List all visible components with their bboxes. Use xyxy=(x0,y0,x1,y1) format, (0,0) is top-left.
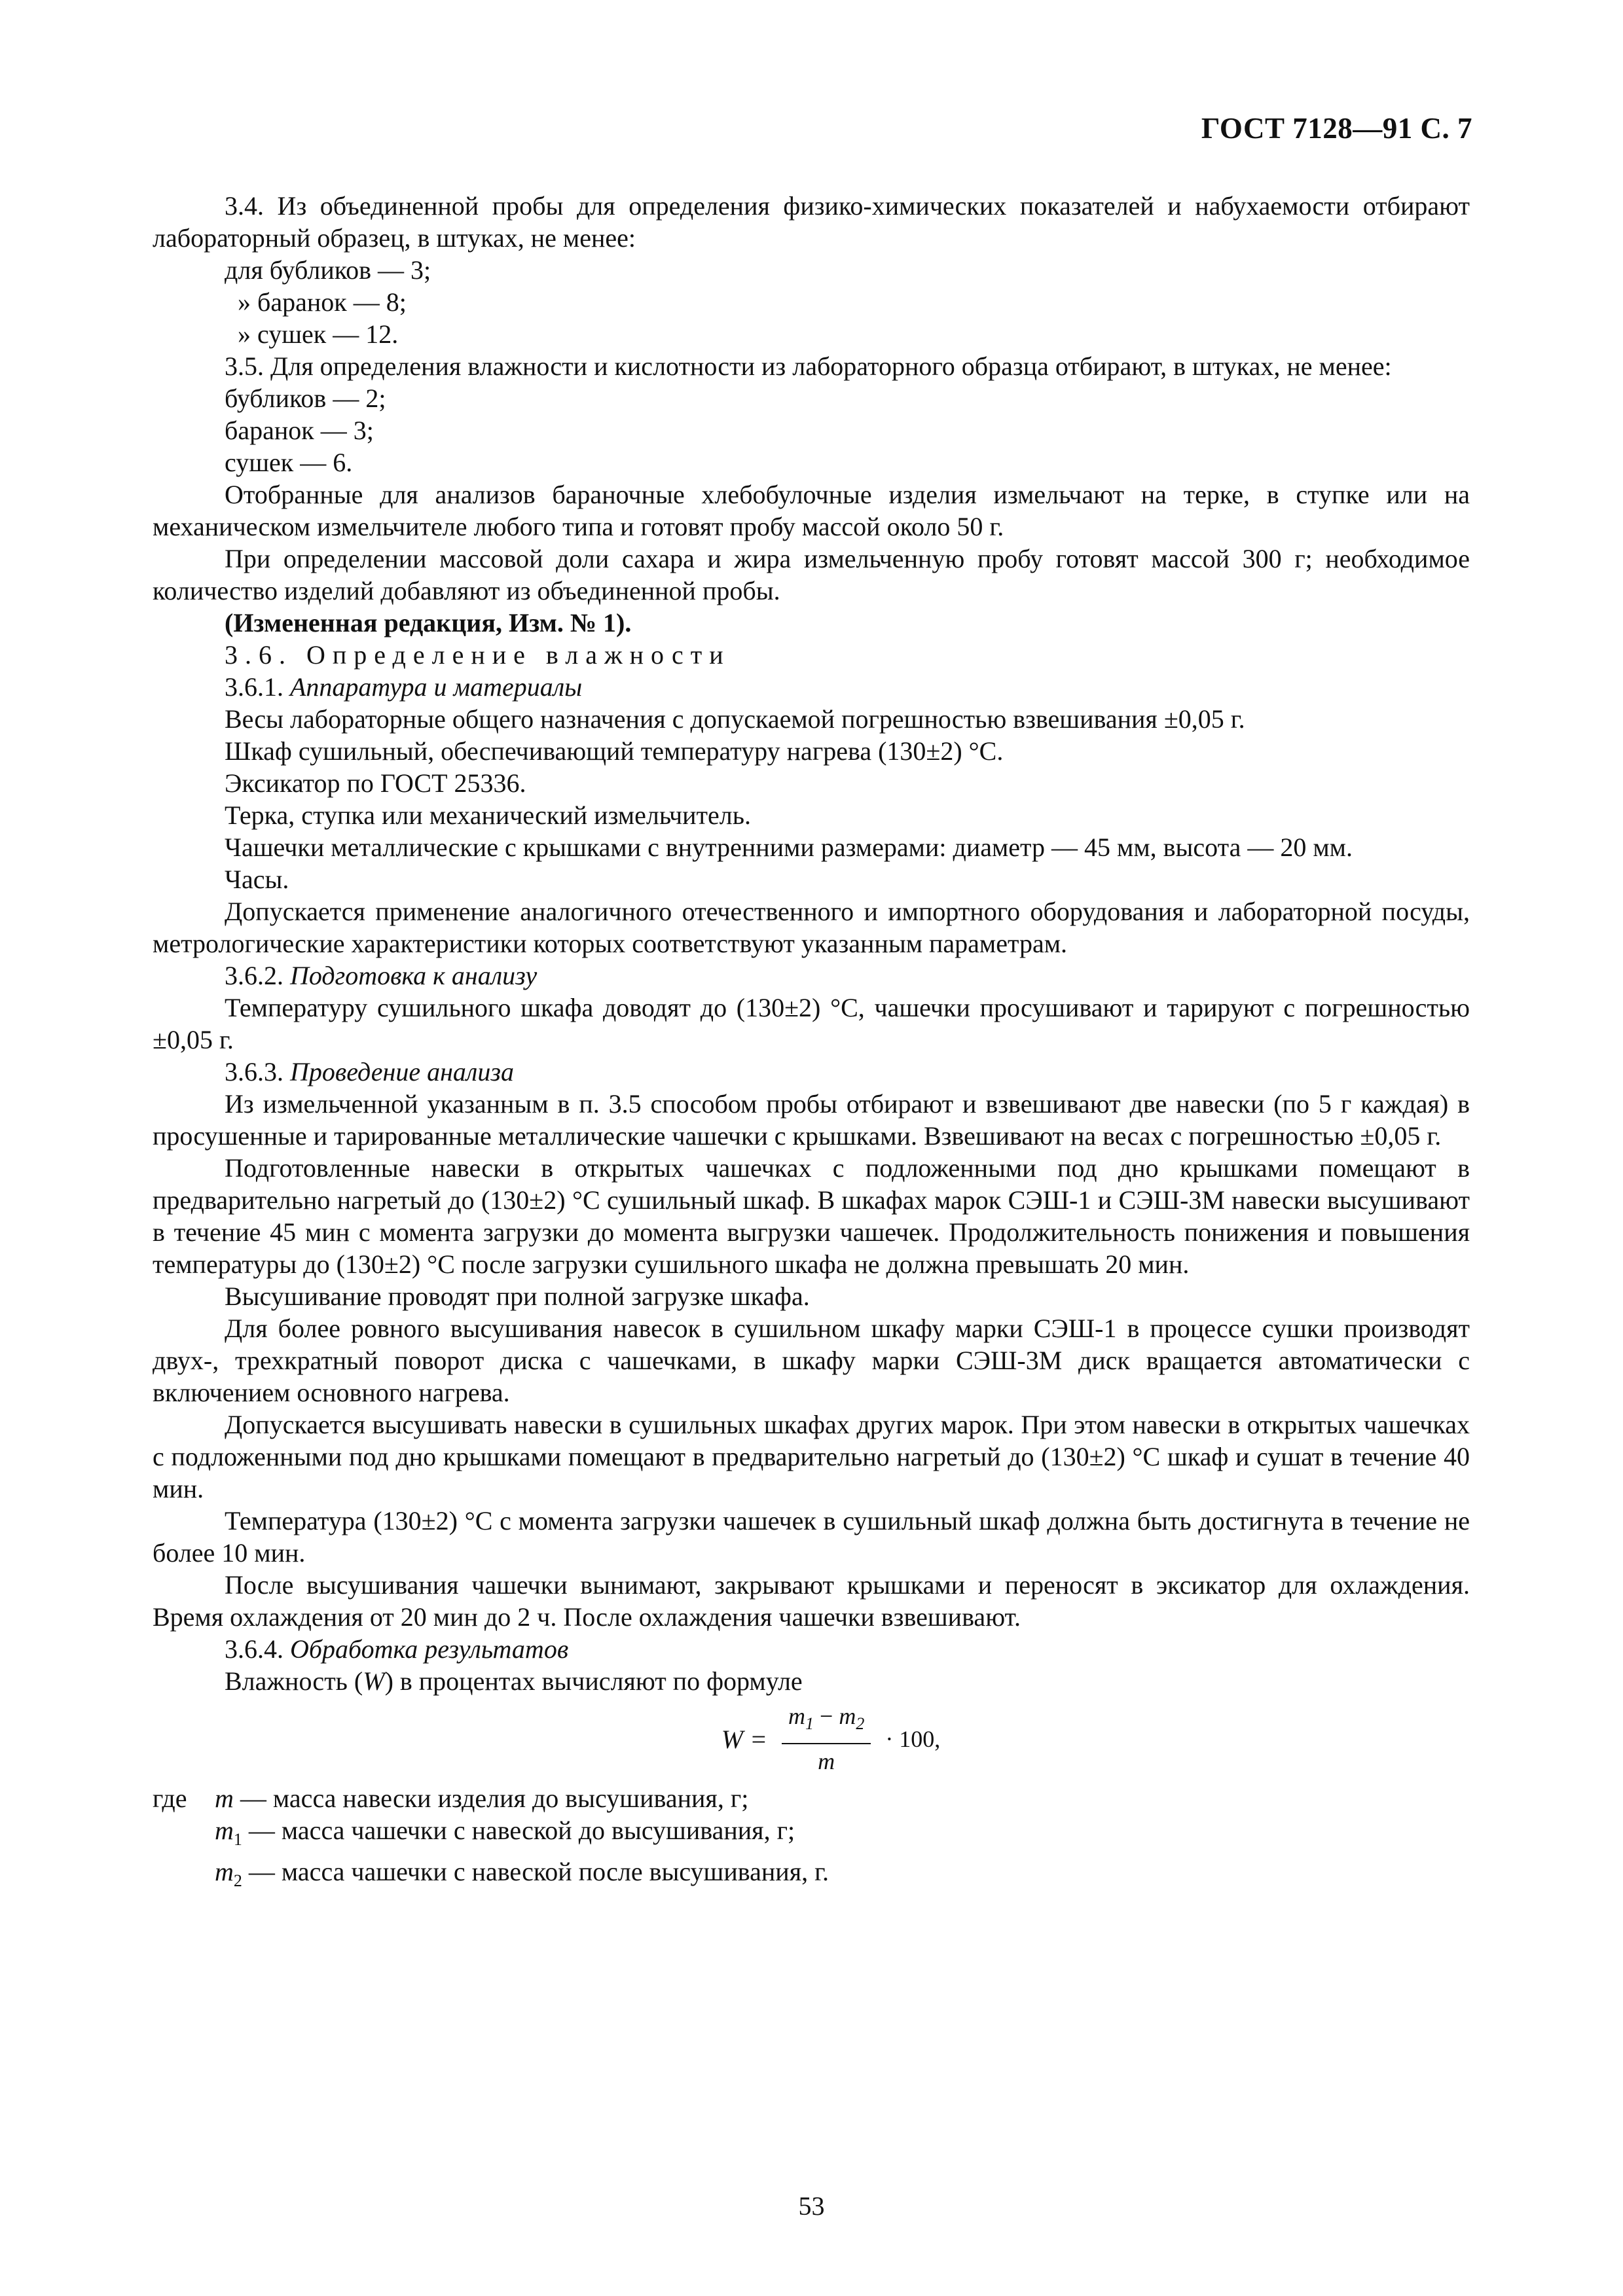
paragraph: Подготовленные навески в открытых чашечках с подложенными под дно крышками помещают в предварительно нагретый до (130±2) °С сушильный шкаф. В шкафах марок СЭШ-1 и СЭШ-3М навески высушивают в течение 45 мин с момента загрузки до момента выгрузки чашечек. Продолжительность понижения и повышения температуры до (130±2) °С после загрузки сушильного шкафа не должна превышать 20 мин. xyxy=(153,1153,1470,1279)
subscript: 1 xyxy=(805,1714,814,1734)
formula-lhs: W = xyxy=(721,1724,767,1754)
subsection-heading-3-6-3 xyxy=(153,1056,1470,1088)
subsection-title: Аппаратура и материалы xyxy=(290,672,583,702)
paragraph: Допускается высушивать навески в сушильных шкафах других марок. При этом навески в открытых чашечках с подложенными под дно крышками помещают в предварительно нагретый до (130±2) °С шкаф и сушат в течение 40 мин. xyxy=(153,1410,1470,1503)
subscript: 2 xyxy=(233,1871,242,1890)
text-fragment: Влажность ( xyxy=(225,1666,363,1696)
list-item: баранок — 3; xyxy=(225,416,374,445)
where-label: где xyxy=(153,1784,187,1813)
paragraph: При определении массовой доли сахара и жира измельченную пробу готовят массой 300 г; необходимое количество изделий добавляют из объединенной пробы. xyxy=(153,544,1470,605)
subsection-title: Проведение анализа xyxy=(290,1057,514,1086)
subsection-heading-3-6-2 xyxy=(153,960,1470,992)
page-number: 53 xyxy=(798,2191,825,2221)
paragraph: Отобранные для анализов бараночные хлебобулочные изделия измельчают на терке, в ступке или на механическом измельчителе любого типа и готовят пробу массой около 50 г. xyxy=(153,480,1470,541)
paragraph: Температура (130±2) °С с момента загрузки чашечек в сушильный шкаф должна быть достигнута в течение не более 10 мин. xyxy=(153,1506,1470,1568)
formula-multiplier: · 100, xyxy=(885,1725,941,1752)
edit-note: (Измененная редакция, Изм. № 1). xyxy=(225,608,632,637)
variable-w: W xyxy=(363,1666,385,1696)
var-m: m xyxy=(215,1857,234,1886)
var-m: m xyxy=(215,1816,234,1845)
subsection-number: 3.6.2. xyxy=(225,961,283,990)
equipment-item: Часы. xyxy=(225,865,289,894)
list-item: для бубликов — 3; xyxy=(225,255,431,285)
list-item: » сушек — 12. xyxy=(238,319,399,349)
definition-body: — масса чашечки с навеской до высушивания, г; xyxy=(242,1816,795,1845)
subsection-title: Подготовка к анализу xyxy=(290,961,538,990)
list-item: бубликов — 2; xyxy=(225,384,386,413)
list-item: сушек — 6. xyxy=(225,448,353,477)
formula-numerator xyxy=(782,1700,871,1744)
subsection-heading-3-6-4 xyxy=(153,1633,1470,1665)
var-m: m xyxy=(788,1703,805,1730)
subsection-title: Обработка результатов xyxy=(290,1634,569,1664)
paragraph: Температуру сушильного шкафа доводят до (130±2) °С, чашечки просушивают и тарируют с погрешностью ±0,05 г. xyxy=(153,993,1470,1054)
subscript: 2 xyxy=(856,1714,865,1734)
list-item: » баранок — 8; xyxy=(238,287,407,317)
formula-denominator: m xyxy=(818,1748,835,1774)
formula-fraction xyxy=(782,1700,871,1777)
definition-body: — масса чашечки с навеской после высушивания, г. xyxy=(242,1857,829,1886)
text-fragment: ) в процентах вычисляют по формуле xyxy=(384,1666,803,1696)
subscript: 1 xyxy=(233,1830,242,1849)
definition-row xyxy=(153,1814,1470,1856)
equipment-item: Эксикатор по ГОСТ 25336. xyxy=(225,768,526,798)
equipment-item: Весы лабораторные общего назначения с допускаемой погрешностью взвешивания ±0,05 г. xyxy=(225,704,1245,734)
definition-text xyxy=(215,1782,748,1814)
var-m: m xyxy=(839,1703,856,1730)
subsection-number: 3.6.1. xyxy=(225,672,283,702)
subsection-heading-3-6-1 xyxy=(153,671,1470,703)
paragraph: Из измельченной указанным в п. 3.5 способом пробы отбирают и взвешивают две навески (по 5 г каждая) в просушенные и тарированные металлические чашечки с крышками. Взвешивают на весах с погрешностью ±0,05 г. xyxy=(153,1089,1470,1151)
paragraph: После высушивания чашечки вынимают, закрывают крышками и переносят в эксикатор для охлаждения. Время охлаждения от 20 мин до 2 ч. После охлаждения чашечки взвешивают. xyxy=(153,1570,1470,1632)
definition-body: — масса навески изделия до высушивания, г; xyxy=(233,1784,749,1813)
paragraph-3-4: 3.4. Из объединенной пробы для определения физико-химических показателей и набухаемости отбирают лабораторный образец, в штуках, не менее: xyxy=(153,191,1470,253)
subsection-number: 3.6.4. xyxy=(225,1634,283,1664)
section-title-3-6: 3.6. Определение влажности xyxy=(225,640,731,670)
moisture-formula xyxy=(153,1700,1470,1778)
definition-row xyxy=(153,1782,1470,1814)
paragraph: Допускается применение аналогичного отечественного и импортного оборудования и лабораторной посуды, метрологические характеристики которых соответствуют указанным параметрам. xyxy=(153,897,1470,958)
paragraph: Высушивание проводят при полной загрузке шкафа. xyxy=(225,1282,810,1311)
paragraph-3-5: 3.5. Для определения влажности и кислотности из лабораторного образца отбирают, в штуках, не менее: xyxy=(225,351,1392,381)
page-header: ГОСТ 7128—91 С. 7 xyxy=(1201,112,1472,145)
document-body xyxy=(153,190,1470,1897)
equipment-item: Шкаф сушильный, обеспечивающий температуру нагрева (130±2) °С. xyxy=(225,736,1004,766)
var-m: m xyxy=(215,1784,234,1813)
subsection-number: 3.6.3. xyxy=(225,1057,283,1086)
equipment-item: Терка, ступка или механический измельчитель. xyxy=(225,800,751,830)
equipment-item: Чашечки металлические с крышками с внутренними размерами: диаметр — 45 мм, высота — 20 мм. xyxy=(225,833,1353,862)
paragraph: Для более ровного высушивания навесок в сушильном шкафу марки СЭШ-1 в процессе сушки производят двух-, трехкратный поворот диска с чашечками, в шкафу марки СЭШ-3М диск вращается автоматически с включением основного нагрева. xyxy=(153,1314,1470,1407)
minus-sign: − xyxy=(814,1703,839,1730)
formula-intro xyxy=(153,1665,1470,1697)
definition-row xyxy=(153,1856,1470,1897)
